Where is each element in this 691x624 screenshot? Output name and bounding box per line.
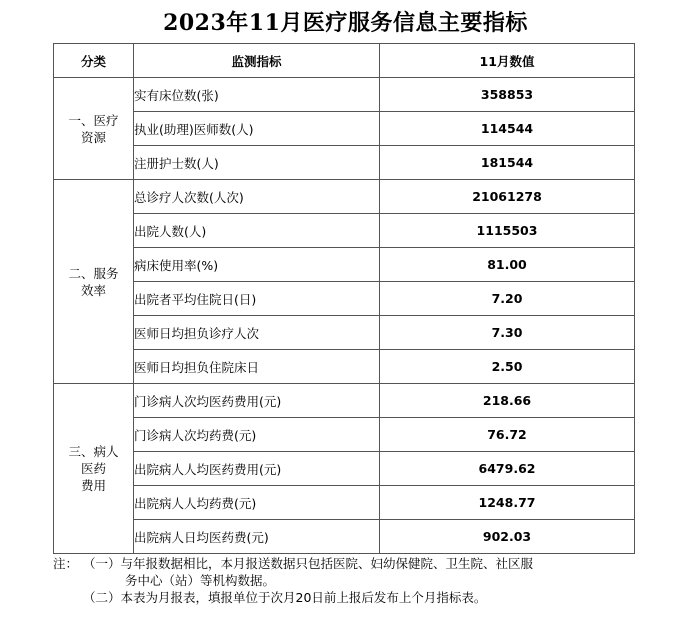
table-row	[54, 486, 635, 520]
header-indicator: 监测指标	[134, 44, 380, 78]
value-cell: 1115503	[380, 214, 635, 248]
note-1-line-2: 务中心（站）等机构数据。	[125, 573, 276, 588]
category-label: 一、医疗	[68, 112, 119, 128]
indicator-cell: 门诊病人次均医药费用(元)	[134, 384, 380, 418]
indicator-cell: 出院病人人均医药费用(元)	[134, 452, 380, 486]
note-spacer	[53, 589, 83, 606]
note-1-continuation	[53, 572, 653, 589]
table-row	[54, 146, 635, 180]
value-cell: 7.30	[380, 316, 635, 350]
value-cell: 902.03	[380, 520, 635, 554]
indicator-cell: 出院病人日均医药费(元)	[134, 520, 380, 554]
indicator-cell: 出院病人人均药费(元)	[134, 486, 380, 520]
category-label: 二、服务	[68, 265, 119, 281]
value-cell: 21061278	[380, 180, 635, 214]
table-row	[54, 180, 635, 214]
note-spacer	[53, 572, 83, 589]
table-row	[54, 384, 635, 418]
value-cell: 81.00	[380, 248, 635, 282]
value-cell: 358853	[380, 78, 635, 112]
table-row	[54, 78, 635, 112]
header-category: 分类	[54, 44, 134, 78]
indicator-cell: 实有床位数(张)	[134, 78, 380, 112]
category-label: 效率	[80, 282, 106, 298]
indicator-cell: 注册护士数(人)	[134, 146, 380, 180]
indicator-cell: 门诊病人次均药费(元)	[134, 418, 380, 452]
value-cell: 1248.77	[380, 486, 635, 520]
value-cell: 76.72	[380, 418, 635, 452]
indicator-cell: 出院人数(人)	[134, 214, 380, 248]
footnotes	[53, 555, 653, 606]
category-cell	[54, 180, 134, 384]
table-row	[54, 452, 635, 486]
indicator-cell: 总诊疗人次数(人次)	[134, 180, 380, 214]
indicator-cell: 病床使用率(%)	[134, 248, 380, 282]
table-row	[54, 214, 635, 248]
category-cell	[54, 78, 134, 180]
header-value: 11月数值	[380, 44, 635, 78]
indicator-cell: 执业(助理)医师数(人)	[134, 112, 380, 146]
value-cell: 114544	[380, 112, 635, 146]
indicator-cell: 医师日均担负住院床日	[134, 350, 380, 384]
table-row	[54, 112, 635, 146]
table-row	[54, 520, 635, 554]
indicator-table	[53, 43, 635, 554]
page-title: 2023年11月医疗服务信息主要指标	[163, 10, 528, 36]
value-cell: 7.20	[380, 282, 635, 316]
table-row	[54, 418, 635, 452]
category-label: 三、病人	[68, 444, 119, 459]
category-label: 费用	[80, 478, 106, 493]
note-1-line-1: （一）与年报数据相比，本月报送数据只包括医院、妇幼保健院、卫生院、社区服	[83, 556, 534, 571]
table-header-row	[54, 44, 635, 78]
value-cell: 181544	[380, 146, 635, 180]
indicator-cell: 医师日均担负诊疗人次	[134, 316, 380, 350]
note-2-text: （二）本表为月报表，填报单位于次月20日前上报后发布上个月指标表。	[83, 590, 487, 605]
table-row	[54, 350, 635, 384]
table-row	[54, 282, 635, 316]
category-label: 资源	[80, 129, 106, 145]
value-cell: 218.66	[380, 384, 635, 418]
note-1	[53, 555, 653, 572]
table-row	[54, 248, 635, 282]
table-row	[54, 316, 635, 350]
note-prefix: 注：	[53, 556, 79, 571]
indicator-cell: 出院者平均住院日(日)	[134, 282, 380, 316]
category-cell	[54, 384, 134, 554]
note-2	[53, 589, 653, 606]
value-cell: 2.50	[380, 350, 635, 384]
category-label: 医药	[80, 461, 106, 476]
value-cell: 6479.62	[380, 452, 635, 486]
